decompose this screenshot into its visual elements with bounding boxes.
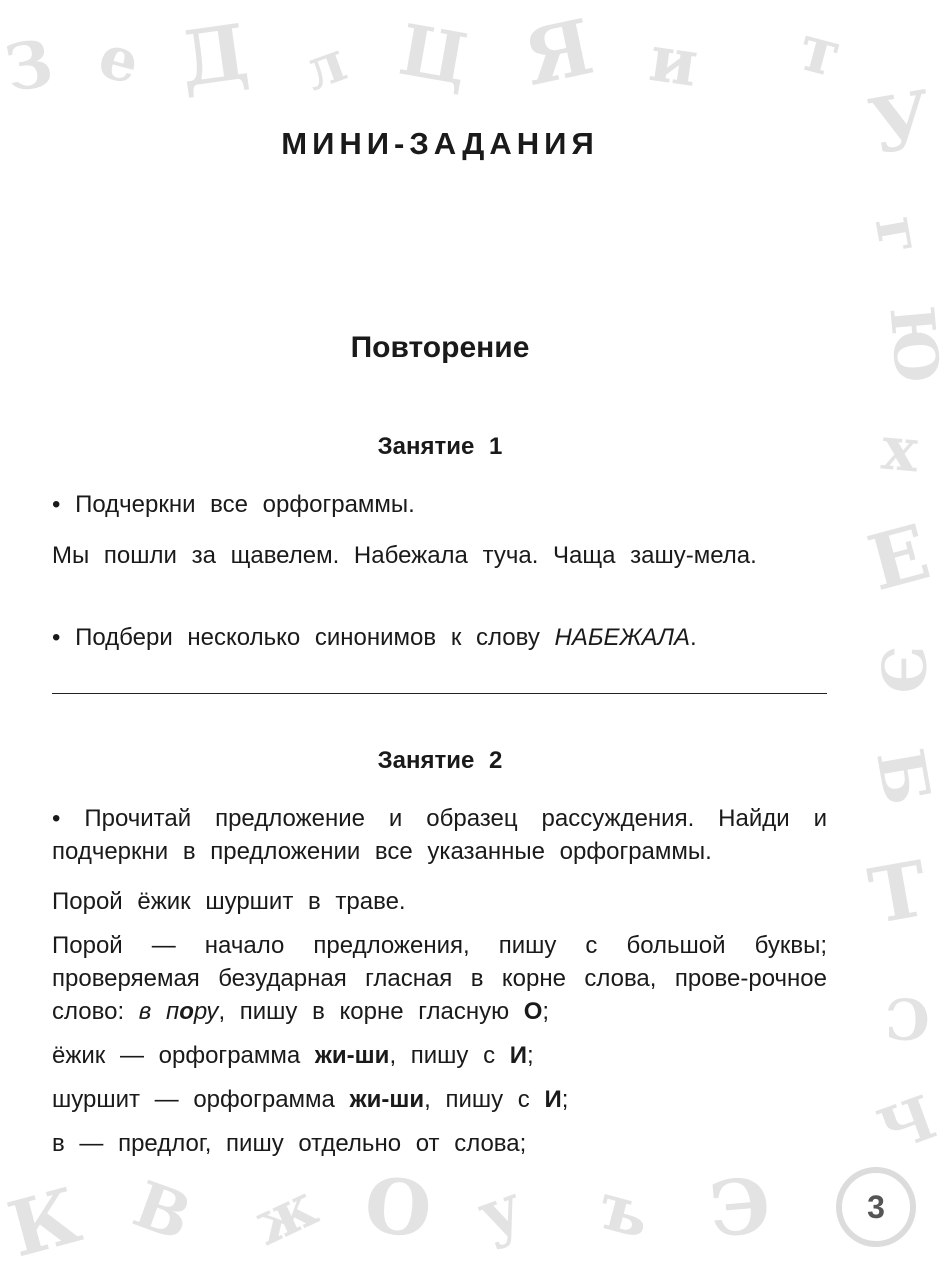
decor-letter: С: [885, 985, 930, 1051]
lesson-2-sentence: Порой ёжик шуршит в траве.: [52, 888, 406, 915]
lesson-1-title: Занятие 1: [377, 433, 503, 460]
decor-letter: Ч: [869, 1082, 946, 1168]
decor-letter: Б: [861, 743, 945, 811]
reasoning-text: шуршит — орфограмма: [52, 1086, 350, 1113]
punctuation: ;: [561, 1086, 569, 1113]
decor-letter: л: [294, 28, 355, 104]
punctuation: ;: [527, 1042, 534, 1069]
page-number: 3: [836, 1167, 916, 1247]
lesson-1-task-1: [52, 488, 827, 521]
reasoning-paragraph-1: [52, 929, 827, 1028]
section-title: Повторение: [350, 331, 530, 364]
check-word-vowel: о: [179, 998, 194, 1025]
check-word-part: ру: [193, 998, 219, 1025]
reasoning-text: Порой — начало предложения, пишу с большой буквы; проверяемая безударная гласная в корне слова, прове-рочное слово:: [52, 932, 827, 1025]
reasoning-line-4: в — предлог, пишу отдельно от слова;: [52, 1130, 527, 1157]
task-text: Прочитай предложение и образец рассуждения. Найди и подчеркни в предложении все указанные орфограммы.: [52, 805, 828, 865]
punctuation: ;: [542, 998, 550, 1025]
decor-letter: В: [123, 1167, 201, 1257]
decor-letter: у: [468, 1169, 533, 1254]
target-word: НАБЕЖАЛА: [554, 624, 690, 651]
decor-letter: ъ: [591, 1168, 659, 1255]
reasoning-text: , пишу в корне гласную: [218, 998, 524, 1025]
reasoning-line-2: [52, 1039, 827, 1072]
decor-letter: Ю: [875, 303, 952, 387]
task-text: Подбери несколько синонимов к слову: [75, 624, 555, 651]
check-word: [139, 998, 219, 1025]
decor-letter: ж: [243, 1170, 328, 1260]
punctuation: .: [689, 624, 697, 651]
vowel-letter: И: [509, 1042, 528, 1069]
decor-letter: Э: [866, 646, 937, 694]
lesson-1-text: Мы пошли за щавелем. Набежала туча. Чаща зашу-мела.: [52, 542, 757, 569]
decor-letter: г: [860, 210, 937, 260]
decor-letter: Я: [516, 2, 601, 104]
reasoning-text: ёжик — орфограмма: [52, 1042, 315, 1069]
page-title: МИНИ-ЗАДАНИЯ: [281, 126, 599, 161]
lesson-2-task: [52, 802, 827, 868]
decor-letter: Д: [174, 6, 254, 105]
decor-letter: Ц: [393, 7, 475, 102]
decor-letter: и: [645, 21, 703, 102]
answer-line: [52, 693, 827, 694]
task-text: Подчеркни все орфограммы.: [75, 491, 415, 518]
lesson-1-task-2: [52, 621, 827, 654]
reasoning-line-3: [52, 1083, 827, 1116]
decor-letter: О: [361, 1160, 435, 1255]
decor-letter: е: [91, 21, 147, 99]
reasoning-text: , пишу с: [424, 1086, 545, 1113]
decor-letter: х: [879, 413, 921, 487]
decor-letter: Т: [862, 843, 934, 942]
decor-letter: Э: [706, 1160, 775, 1255]
spelling-rule: жи-ши: [314, 1042, 390, 1069]
decor-letter: т: [791, 10, 849, 93]
decor-letter: З: [0, 25, 59, 108]
vowel-letter: И: [544, 1086, 562, 1113]
vowel-letter: О: [523, 998, 543, 1025]
decor-letter: У: [862, 73, 939, 172]
check-word-part: в п: [138, 998, 180, 1025]
reasoning-text: , пишу с: [389, 1042, 510, 1069]
lesson-2-title: Занятие 2: [377, 747, 503, 774]
spelling-rule: жи-ши: [349, 1086, 425, 1113]
decor-letter: Е: [859, 507, 939, 608]
decor-letter: К: [0, 1170, 90, 1274]
